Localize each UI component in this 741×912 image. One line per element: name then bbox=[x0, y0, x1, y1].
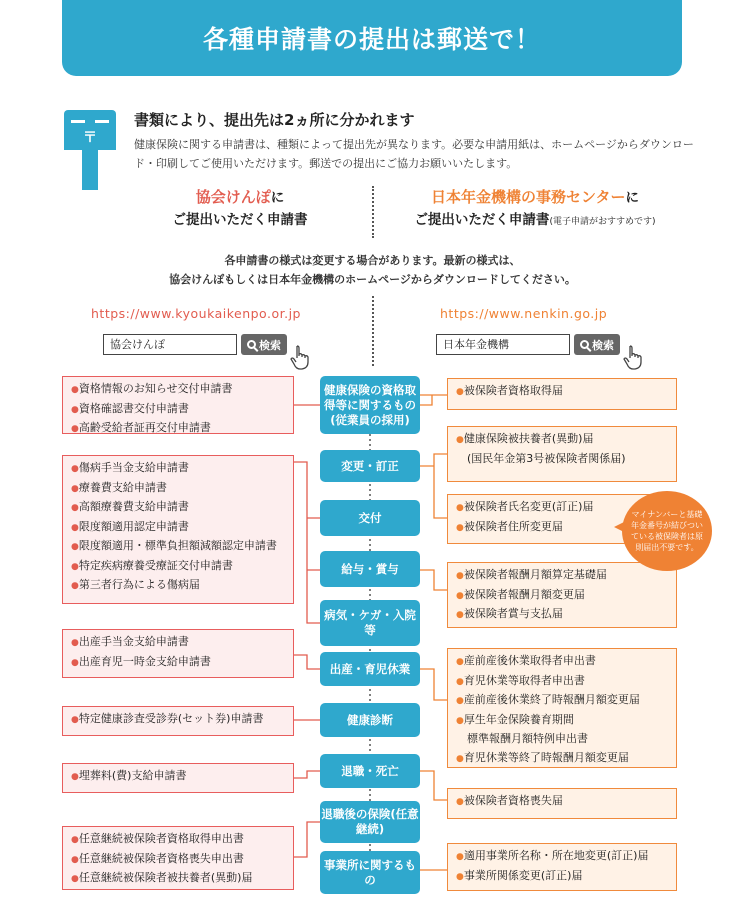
bullet-icon: ● bbox=[71, 542, 79, 552]
list-item: ●産前産後休業終了時報酬月額変更届 bbox=[456, 693, 640, 706]
bullet-icon: ● bbox=[71, 464, 79, 474]
bullet-icon: ● bbox=[456, 503, 464, 513]
list-item: ●適用事業所名称・所在地変更(訂正)届 bbox=[456, 849, 649, 862]
bubble-text: マイナンバーと基礎年金番号が結びついている被保険者は原則届出不要です。 bbox=[631, 510, 703, 552]
list-item: ●療養費支給申請書 bbox=[71, 480, 167, 494]
left-header-suffix: に bbox=[270, 190, 285, 206]
category-retirement-death: 退職・死亡 bbox=[320, 754, 420, 788]
right-group-1 bbox=[447, 378, 677, 410]
list-item: ●被保険者報酬月額算定基礎届 bbox=[456, 568, 607, 581]
category-illness-injury: 病気・ケガ・入院等 bbox=[320, 600, 420, 646]
postal-mark-icon: 〒 bbox=[83, 130, 97, 146]
right-header-note: (電子申請がおすすめです) bbox=[549, 217, 656, 227]
category-salary-bonus: 給与・賞与 bbox=[320, 551, 420, 587]
bullet-icon: ● bbox=[71, 835, 79, 845]
list-item: ●産前産後休業取得者申出書 bbox=[456, 654, 596, 667]
list-item: ●高額療養費支給申請書 bbox=[71, 500, 189, 513]
left-group-2 bbox=[62, 455, 294, 604]
kyoukaikenpo-url-link[interactable]: https://www.kyoukaikenpo.or.jp bbox=[91, 306, 301, 321]
nenkin-search-input[interactable]: 日本年金機構 bbox=[436, 334, 570, 355]
category-business-office: 事業所に関するもの bbox=[320, 851, 420, 894]
list-item-sub: 標準報酬月額特例申出書 bbox=[467, 732, 588, 745]
left-group-5 bbox=[62, 763, 294, 793]
list-item: ●資格情報のお知らせ交付申請書 bbox=[71, 382, 233, 395]
bullet-icon: ● bbox=[71, 503, 79, 513]
left-group-3 bbox=[62, 629, 294, 678]
category-issuance: 交付 bbox=[320, 500, 420, 536]
bullet-icon: ● bbox=[456, 571, 464, 581]
list-item: ●出産育児一時金支給申請書 bbox=[71, 654, 211, 668]
list-item: ●限度額適用認定申請書 bbox=[71, 519, 189, 533]
category-change: 変更・訂正 bbox=[320, 450, 420, 482]
category-childbirth-leave: 出産・育児休業 bbox=[320, 652, 420, 686]
list-item: ●高齢受給者証再交付申請書 bbox=[71, 421, 211, 434]
bullet-icon: ● bbox=[456, 753, 464, 764]
right-group-7 bbox=[447, 843, 677, 891]
left-org-name: 協会けんぽ bbox=[195, 188, 271, 206]
list-item: ●任意継続被保険者資格取得申出書 bbox=[71, 832, 244, 845]
left-group-1 bbox=[62, 376, 294, 434]
list-item: ●被保険者住所変更届 bbox=[456, 519, 563, 533]
bullet-icon: ● bbox=[71, 483, 79, 494]
list-item: ●事業所関係変更(訂正)届 bbox=[456, 868, 583, 882]
category-health-checkup: 健康診断 bbox=[320, 703, 420, 737]
right-header-line2: ご提出いただく申請書 bbox=[414, 212, 550, 228]
list-item: ●育児休業等終了時報酬月額変更届 bbox=[456, 750, 629, 764]
kyoukaikenpo-search-input[interactable]: 協会けんぽ bbox=[103, 334, 237, 355]
bullet-icon: ● bbox=[456, 797, 464, 807]
right-header-suffix: に bbox=[625, 190, 639, 206]
bullet-icon: ● bbox=[71, 715, 79, 725]
right-group-5 bbox=[447, 648, 677, 768]
nenkin-url-link[interactable]: https://www.nenkin.go.jp bbox=[440, 306, 608, 321]
bullet-icon: ● bbox=[456, 522, 464, 533]
bullet-icon: ● bbox=[456, 435, 464, 445]
list-item: ●被保険者資格喪失届 bbox=[456, 794, 563, 807]
search-button-label: 検索 bbox=[592, 338, 614, 352]
list-item-sub: (国民年金第3号被保険者関係届) bbox=[467, 451, 626, 465]
list-item: ●特定健康診査受診券(セット券)申請書 bbox=[71, 712, 264, 725]
list-item: ●被保険者報酬月額変更届 bbox=[456, 587, 585, 601]
list-item: ●資格確認書交付申請書 bbox=[71, 401, 189, 415]
page-title: 各種申請書の提出は郵送で！ bbox=[202, 25, 541, 54]
bullet-icon: ● bbox=[456, 696, 464, 706]
category-hiring: 健康保険の資格取得等に関するもの(従業員の採用) bbox=[320, 376, 420, 434]
left-group-4 bbox=[62, 706, 294, 736]
left-group-6 bbox=[62, 826, 294, 890]
bullet-icon: ● bbox=[71, 772, 79, 782]
category-continued-insurance: 退職後の保険(任意継続) bbox=[320, 801, 420, 843]
bullet-icon: ● bbox=[456, 676, 464, 687]
bullet-icon: ● bbox=[456, 657, 464, 667]
bullet-icon: ● bbox=[456, 610, 464, 620]
list-item: ●被保険者資格取得届 bbox=[456, 384, 563, 397]
bullet-icon: ● bbox=[71, 657, 79, 668]
bullet-icon: ● bbox=[71, 854, 79, 865]
list-item: ●第三者行為による傷病届 bbox=[71, 578, 200, 591]
bullet-icon: ● bbox=[71, 522, 79, 533]
list-item: ●特定疾病療養受療証交付申請書 bbox=[71, 558, 233, 572]
list-item: ●被保険者賞与支払届 bbox=[456, 607, 563, 620]
bullet-icon: ● bbox=[71, 404, 79, 415]
list-item: ●任意継続被保険者被扶養者(異動)届 bbox=[71, 871, 253, 884]
right-group-6 bbox=[447, 788, 677, 819]
bullet-icon: ● bbox=[71, 424, 79, 434]
bullet-icon: ● bbox=[71, 874, 79, 884]
list-item: ●傷病手当金支給申請書 bbox=[71, 461, 189, 474]
list-item: ●育児休業等取得者申出書 bbox=[456, 673, 585, 687]
bullet-icon: ● bbox=[456, 590, 464, 601]
bullet-icon: ● bbox=[456, 387, 464, 397]
right-group-4 bbox=[447, 562, 677, 628]
list-item: ●被保険者氏名変更(訂正)届 bbox=[456, 500, 594, 513]
list-item: ●埋葬料(費)支給申請書 bbox=[71, 769, 187, 782]
right-org-name: 日本年金機構の事務センター bbox=[431, 188, 626, 206]
search-button-label: 検索 bbox=[259, 338, 281, 352]
left-header-line2: ご提出いただく申請書 bbox=[172, 212, 308, 228]
bullet-icon: ● bbox=[71, 581, 79, 591]
mynumber-note-bubble bbox=[622, 491, 712, 571]
list-item: ●限度額適用・標準負担額減額認定申請書 bbox=[71, 539, 277, 552]
bullet-icon: ● bbox=[71, 561, 79, 572]
right-group-2 bbox=[447, 426, 677, 482]
notice-line2: 協会けんぽもしくは日本年金機構のホームページからダウンロードしてください。 bbox=[169, 273, 576, 286]
bullet-icon: ● bbox=[71, 385, 79, 395]
list-item: ●出産手当金支給申請書 bbox=[71, 635, 189, 648]
list-item: ●任意継続被保険者資格喪失申出書 bbox=[71, 851, 244, 865]
intro-body: 健康保険に関する申請書は、種類によって提出先が異なります。必要な申請用紙は、ホームページからダウンロード・印刷してご使用いただけます。郵送での提出にご協力お願いいたします。 bbox=[134, 138, 694, 170]
list-item: ●健康保険被扶養者(異動)届 bbox=[456, 432, 594, 445]
bullet-icon: ● bbox=[456, 871, 464, 882]
bullet-icon: ● bbox=[456, 852, 464, 862]
intro-title: 書類により、提出先は2ヵ所に分かれます bbox=[134, 111, 415, 129]
bullet-icon: ● bbox=[71, 638, 79, 648]
bullet-icon: ● bbox=[456, 715, 464, 726]
notice-line1: 各申請書の様式は変更する場合があります。最新の様式は、 bbox=[224, 254, 521, 267]
list-item: ●厚生年金保険養育期間 bbox=[456, 712, 574, 726]
